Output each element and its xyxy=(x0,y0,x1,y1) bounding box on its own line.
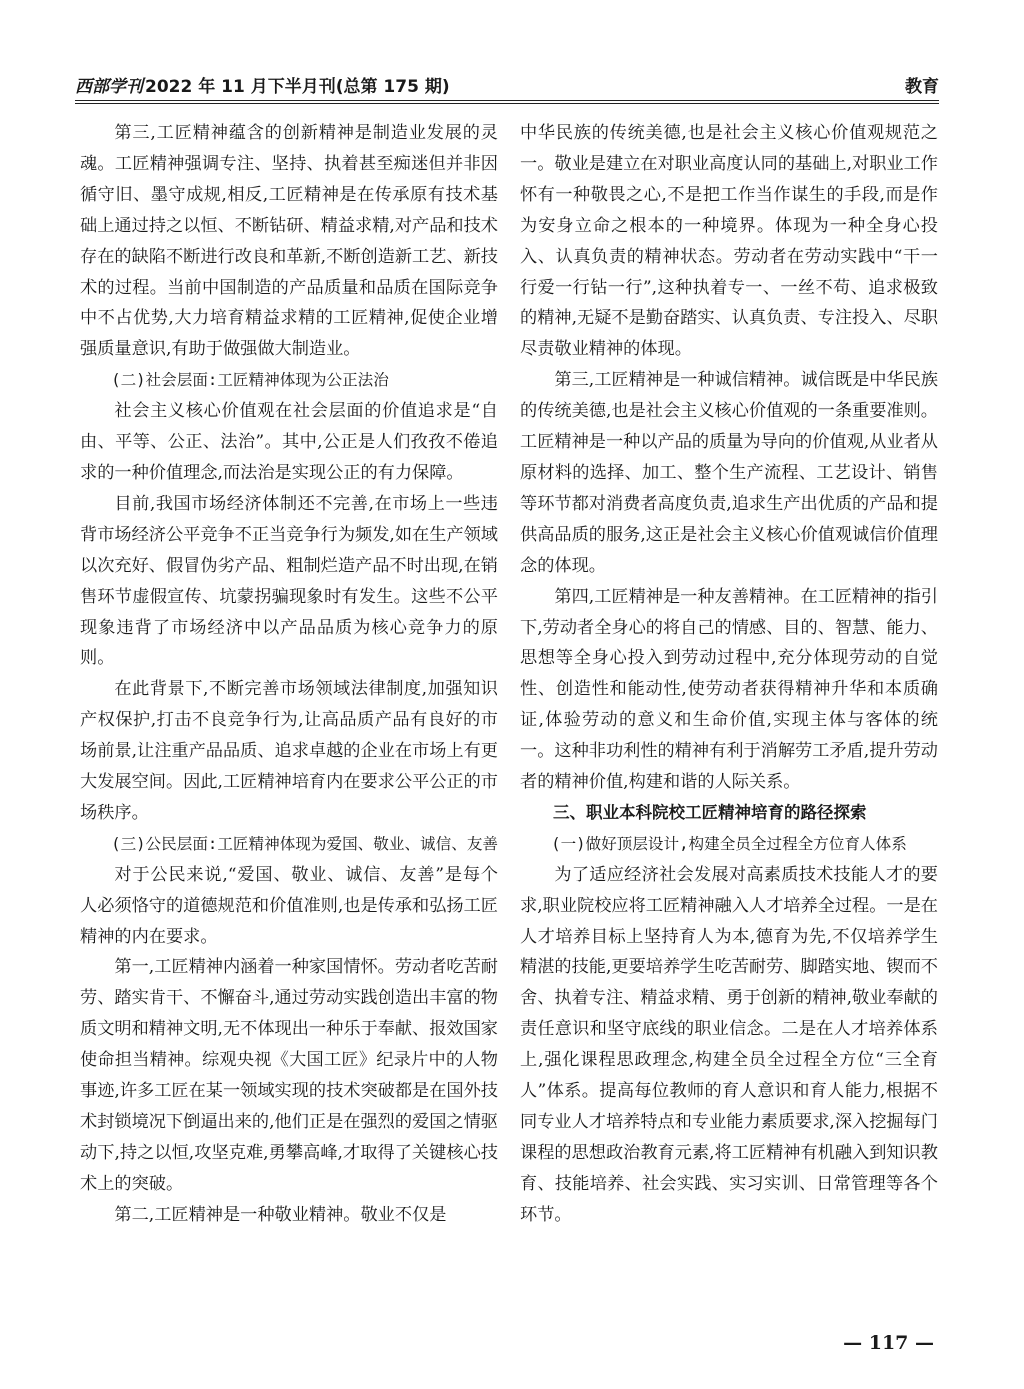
left-column xyxy=(80,118,498,1231)
subsection-heading: (一)做好顶层设计,构建全员全过程全方位育人体系 xyxy=(551,834,907,853)
paragraph: 第三,工匠精神蕴含的创新精神是制造业发展的灵魂。工匠精神强调专注、坚持、执着甚至痴迷但并非因循守旧、墨守成规,相反,工匠精神是在传承原有技术基础上通过持之以恒、不断钻研、精益求精,对产品和技术存在的缺陷不断进行改良和革新,不断创造新工艺、新技术的过程。当前中国制造的产品质量和品质在国际竞争中不占优势,大力培育精益求精的工匠精神,促使企业增强质量意识,有助于做强做大制造业。 xyxy=(80,123,498,360)
right-column xyxy=(520,118,938,1231)
subsection-heading: (二)社会层面:工匠精神体现为公正法治 xyxy=(111,371,389,390)
header-rule xyxy=(75,100,939,101)
page-number: — 117 — xyxy=(843,1332,934,1354)
paragraph: 第四,工匠精神是一种友善精神。在工匠精神的指引下,劳动者全身心的将自己的情感、目的、智慧、能力、思想等全身心投入到劳动过程中,充分体现劳动的自觉性、创造性和能动性,使劳动者获得精神升华和本质确证,体验劳动的意义和生命价值,实现主体与客体的统一。这种非功利性的精神有利于消解劳工矛盾,提升劳动者的精神价值,构建和谐的人际关系。 xyxy=(520,586,938,793)
section-heading: 三、职业本科院校工匠精神培育的路径探索 xyxy=(553,802,867,822)
header-rule-thin xyxy=(75,103,939,104)
paragraph: 第二,工匠精神是一种敬业精神。敬业不仅是 xyxy=(114,1204,447,1225)
paragraph: 为了适应经济社会发展对高素质技术技能人才的要求,职业院校应将工匠精神融入人才培养全过程。一是在人才培养目标上坚持育人为本,德育为先,不仅培养学生精湛的技能,更要培养学生吃苦耐劳、脚踏实地、锲而不舍、执着专注、精益求精、勇于创新的精神,敬业奉献的责任意识和坚守底线的职业信念。二是在人才培养体系上,强化课程思政理念,构建全员全过程全方位“三全育人”体系。提高每位教师的育人意识和育人能力,根据不同专业人才培养特点和专业能力素质要求,深入挖掘每门课程的思想政治教育元素,将工匠精神有机融入到知识教育、技能培养、社会实践、实习实训、日常管理等各个环节。 xyxy=(520,864,938,1225)
paragraph: 社会主义核心价值观在社会层面的价值追求是“自由、平等、公正、法治”。其中,公正是人们孜孜不倦追求的一种价值理念,而法治是实现公正的有力保障。 xyxy=(80,401,498,483)
paragraph: 中华民族的传统美德,也是社会主义核心价值观规范之一。敬业是建立在对职业高度认同的基础上,对职业工作怀有一种敬畏之心,不是把工作当作谋生的手段,而是作为安身立命之根本的一种境界。体现为一种全身心投入、认真负责的精神状态。劳动者在劳动实践中“干一行爱一行钻一行”,这种执着专一、一丝不苟、追求极致的精神,无疑不是勤奋踏实、认真负责、专注投入、尽职尽责敬业精神的体现。 xyxy=(520,123,938,360)
paragraph: 第一,工匠精神内涵着一种家国情怀。劳动者吃苦耐劳、踏实肯干、不懈奋斗,通过劳动实践创造出丰富的物质文明和精神文明,无不体现出一种乐于奉献、报效国家使命担当精神。综观央视《大国工匠》纪录片中的人物事迹,许多工匠在某一领域实现的技术突破都是在国外技术封锁境况下倒逼出来的,他们正是在强烈的爱国之情驱动下,持之以恒,攻坚克难,勇攀高峰,才取得了关键核心技术上的突破。 xyxy=(80,957,498,1194)
subsection-heading: (三)公民层面:工匠精神体现为爱国、敬业、诚信、友善 xyxy=(111,834,499,853)
issue-label: 2022 年 11 月下半月刊(总第 175 期) xyxy=(145,77,450,97)
journal-issue xyxy=(75,72,450,97)
journal-logo: 西部学刊 xyxy=(75,77,143,97)
paragraph: 在此背景下,不断完善市场领域法律制度,加强知识产权保护,打击不良竞争行为,让高品质产品有良好的市场前景,让注重产品品质、追求卓越的企业在市场上有更大发展空间。因此,工匠精神培育内在要求公平公正的市场秩序。 xyxy=(80,679,498,823)
section-label: 教育 xyxy=(905,77,939,97)
paragraph: 对于公民来说,“爱国、敬业、诚信、友善”是每个人必须恪守的道德规范和价值准则,也是传承和弘扬工匠精神的内在要求。 xyxy=(80,864,498,947)
paragraph: 目前,我国市场经济体制还不完善,在市场上一些违背市场经济公平竞争不正当竞争行为频发,如在生产领域以次充好、假冒伪劣产品、粗制烂造产品不时出现,在销售环节虚假宣传、坑蒙拐骗现象时有发生。这些不公平现象违背了市场经济中以产品品质为核心竞争力的原则。 xyxy=(80,493,498,669)
running-header xyxy=(75,68,939,98)
paragraph: 第三,工匠精神是一种诚信精神。诚信既是中华民族的传统美德,也是社会主义核心价值观的一条重要准则。工匠精神是一种以产品的质量为导向的价值观,从业者从原材料的选择、加工、整个生产流程、工艺设计、销售等环节都对消费者高度负责,追求生产出优质的产品和提供高品质的服务,这正是社会主义核心价值观诚信价值理念的体现。 xyxy=(520,370,938,576)
